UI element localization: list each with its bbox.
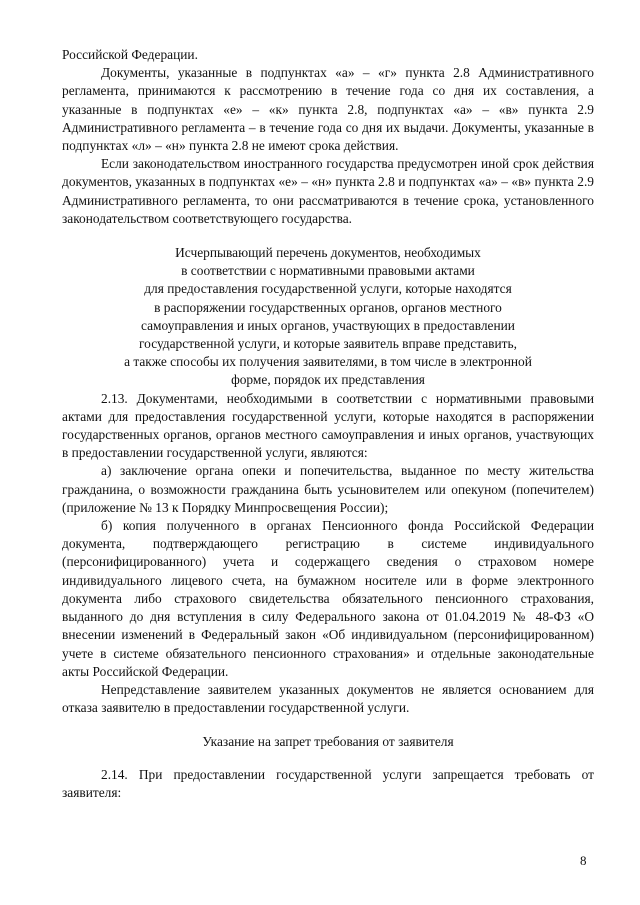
- paragraph-foreign-validity: Если законодательством иностранного государства предусмотрен иной срок действия документов, указанных в подпунктах «е» – «н» пункта 2.8 и подпунктах «а» – «в» пункта 2.9 Административного регламента, то они рассматриваются в течение срока, установленного законодательством соответствующего государства.: [62, 156, 594, 226]
- heading-line: Исчерпывающий перечень документов, необходимых: [175, 245, 481, 261]
- paragraph-continuation: Российской Федерации.: [62, 47, 198, 62]
- page-number: 8: [580, 853, 587, 868]
- paragraph-document-validity: Документы, указанные в подпунктах «а» – «г» пункта 2.8 Административного регламента, принимаются к рассмотрению в течение года со дня их составления, а указанные в подпунктах «е» – «к» пункта 2.8, подпунктах «а» – «в» пункта 2.9 Административного регламента – в течение года со дня их выдачи. Документы, указанные в подпунктах «л» – «н» пункта 2.8 не имеют срока действия.: [62, 65, 594, 154]
- paragraph-2-13: 2.13. Документами, необходимыми в соответствии с нормативными правовыми актами для предоставления государственной услуги, которые находятся в распоряжении государственных органов, органов местного самоуправления и иных органов, участвующих в предоставлении государственной услуги, являются:: [62, 390, 594, 461]
- heading-line: самоуправления и иных органов, участвующих в предоставлении: [141, 317, 515, 333]
- document-body: [62, 46, 594, 802]
- section-heading-prohibition: Указание на запрет требования от заявителя: [202, 734, 454, 750]
- list-item-a: а) заключение органа опеки и попечительства, выданное по месту жительства гражданина, о возможности гражданина быть усыновителем или опекуном (попечителем) (приложение № 13 к Порядку Минпросвещения России);: [62, 463, 594, 515]
- heading-line: в соответствии с нормативными правовыми актами: [181, 263, 475, 279]
- heading-line: государственной услуги, и которые заявитель вправе представить,: [139, 336, 517, 352]
- paragraph-2-14: 2.14. При предоставлении государственной услуги запрещается требовать от заявителя:: [62, 766, 594, 800]
- heading-line: форме, порядок их представления: [231, 372, 425, 388]
- heading-line: в распоряжении государственных органов, органов местного: [154, 299, 502, 315]
- list-item-b: б) копия полученного в органах Пенсионного фонда Российской Федерации документа, подтверждающего регистрацию в системе индивидуального (персонифицированного) учета и содержащего сведения о страховом номере индивидуального лицевого счета, на бумажном носителе или в форме электронного документа либо страхового свидетельства обязательного пенсионного страхования, выданного до дня вступления в силу Федерального закона от 01.04.2019 № 48-ФЗ «О внесении изменений в Федеральный закон «Об индивидуальном (персонифицированном) учете в системе обязательного пенсионного страхования» и отдельные законодательные акты Российской Федерации.: [62, 518, 594, 679]
- heading-line: для предоставления государственной услуги, которые находятся: [144, 281, 512, 297]
- section-heading-documents-list: [62, 244, 594, 390]
- heading-line: а также способы их получения заявителями, в том числе в электронной: [124, 354, 532, 370]
- paragraph-non-submission: Непредставление заявителем указанных документов не является основанием для отказа заявителю в предоставлении государственной услуги.: [62, 681, 594, 716]
